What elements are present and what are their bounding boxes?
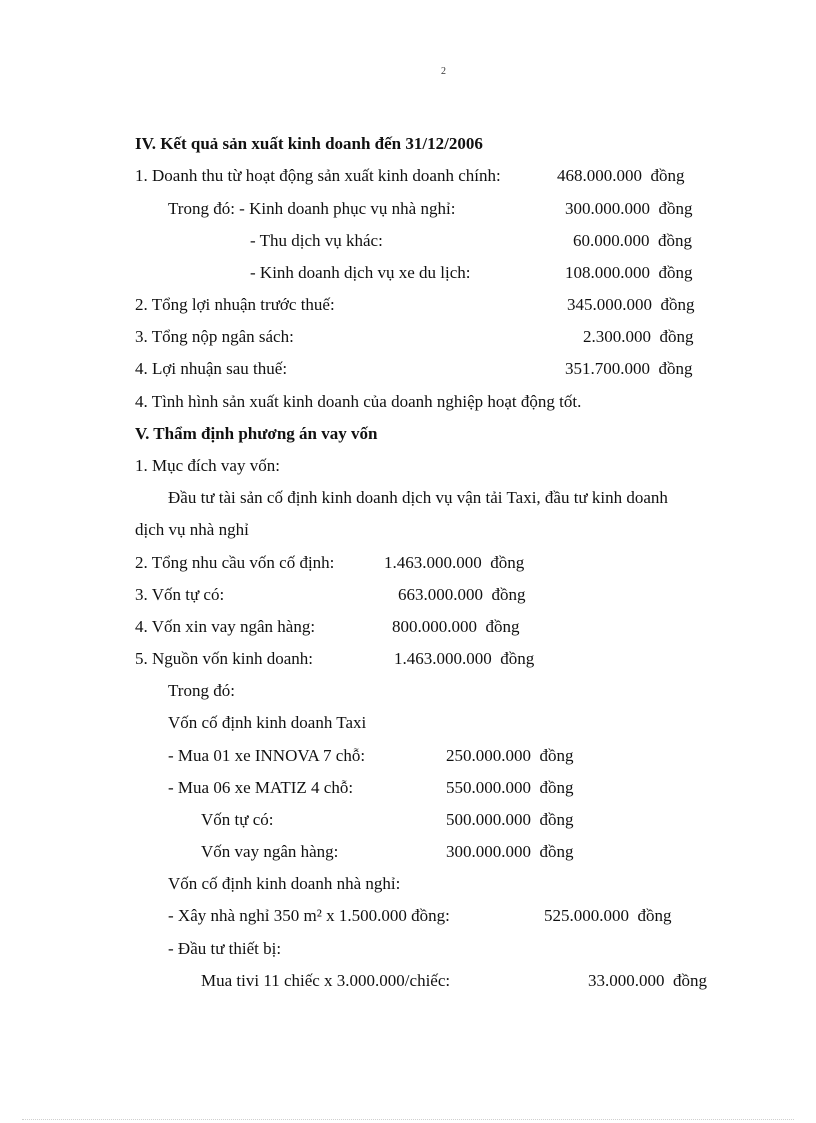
revenue-label: 1. Doanh thu từ hoạt động sản xuất kinh doanh chính: (135, 166, 501, 185)
bank-loan-label: 4. Vốn xin vay ngân hàng: (135, 617, 316, 636)
business-status: 4. Tình hình sản xuất kinh doanh của doanh nghiệp hoạt động tốt. (135, 392, 582, 411)
budget-paid-label: 3. Tổng nộp ngân sách: (135, 327, 294, 346)
tv-purchase-label: Mua tivi 11 chiếc x 3.000.000/chiếc: (201, 971, 451, 990)
of-which-label: Trong đó: (168, 681, 235, 700)
business-source-label: 5. Nguồn vốn kinh doanh: (135, 649, 314, 668)
breakdown-value-1: 300.000.000 đồng (565, 199, 693, 218)
profit-before-tax-value: 345.000.000 đồng (567, 295, 695, 314)
taxi-capital-heading: Vốn cố định kinh doanh Taxi (168, 713, 367, 732)
breakdown-value-2: 60.000.000 đồng (573, 231, 692, 250)
page-bottom-divider (22, 1119, 794, 1120)
section-iv-heading: IV. Kết quả sản xuất kinh doanh đến 31/12/2006 (135, 134, 483, 153)
page-number: 2 (441, 66, 446, 77)
fixed-capital-needs-label: 2. Tổng nhu cầu vốn cố định: (135, 553, 335, 572)
business-source-value: 1.463.000.000 đồng (394, 649, 535, 668)
motel-build-label: - Xây nhà nghỉ 350 m² x 1.500.000 đồng: (168, 906, 450, 925)
matiz-value: 550.000.000 đồng (446, 778, 574, 797)
taxi-own-capital-value: 500.000.000 đồng (446, 810, 574, 829)
taxi-bank-loan-value: 300.000.000 đồng (446, 842, 574, 861)
breakdown-label-1: Trong đó: - Kinh doanh phục vụ nhà nghỉ: (168, 199, 456, 218)
breakdown-value-3: 108.000.000 đồng (565, 263, 693, 282)
profit-after-tax-value: 351.700.000 đồng (565, 359, 693, 378)
equipment-label: - Đầu tư thiết bị: (168, 939, 282, 958)
motel-build-value: 525.000.000 đồng (544, 906, 672, 925)
revenue-value: 468.000.000 đồng (557, 166, 685, 185)
fixed-capital-needs-value: 1.463.000.000 đồng (384, 553, 525, 572)
loan-purpose-line-2: dịch vụ nhà nghỉ (135, 520, 249, 539)
bank-loan-value: 800.000.000 đồng (392, 617, 520, 636)
own-capital-value: 663.000.000 đồng (398, 585, 526, 604)
taxi-bank-loan-label: Vốn vay ngân hàng: (201, 842, 339, 861)
innova-label: - Mua 01 xe INNOVA 7 chỗ: (168, 746, 366, 765)
taxi-own-capital-label: Vốn tự có: (201, 810, 274, 829)
loan-purpose-label: 1. Mục đích vay vốn: (135, 456, 280, 475)
tv-purchase-value: 33.000.000 đồng (588, 971, 707, 990)
breakdown-label-2: - Thu dịch vụ khác: (250, 231, 383, 250)
innova-value: 250.000.000 đồng (446, 746, 574, 765)
profit-before-tax-label: 2. Tổng lợi nhuận trước thuế: (135, 295, 335, 314)
loan-purpose-line-1: Đầu tư tài sản cố định kinh doanh dịch vụ vận tải Taxi, đầu tư kinh doanh (168, 488, 668, 507)
motel-capital-heading: Vốn cố định kinh doanh nhà nghỉ: (168, 874, 401, 893)
own-capital-label: 3. Vốn tự có: (135, 585, 225, 604)
breakdown-label-3: - Kinh doanh dịch vụ xe du lịch: (250, 263, 471, 282)
matiz-label: - Mua 06 xe MATIZ 4 chỗ: (168, 778, 354, 797)
budget-paid-value: 2.300.000 đồng (583, 327, 694, 346)
profit-after-tax-label: 4. Lợi nhuận sau thuế: (135, 359, 288, 378)
section-v-heading: V. Thẩm định phương án vay vốn (135, 424, 378, 443)
